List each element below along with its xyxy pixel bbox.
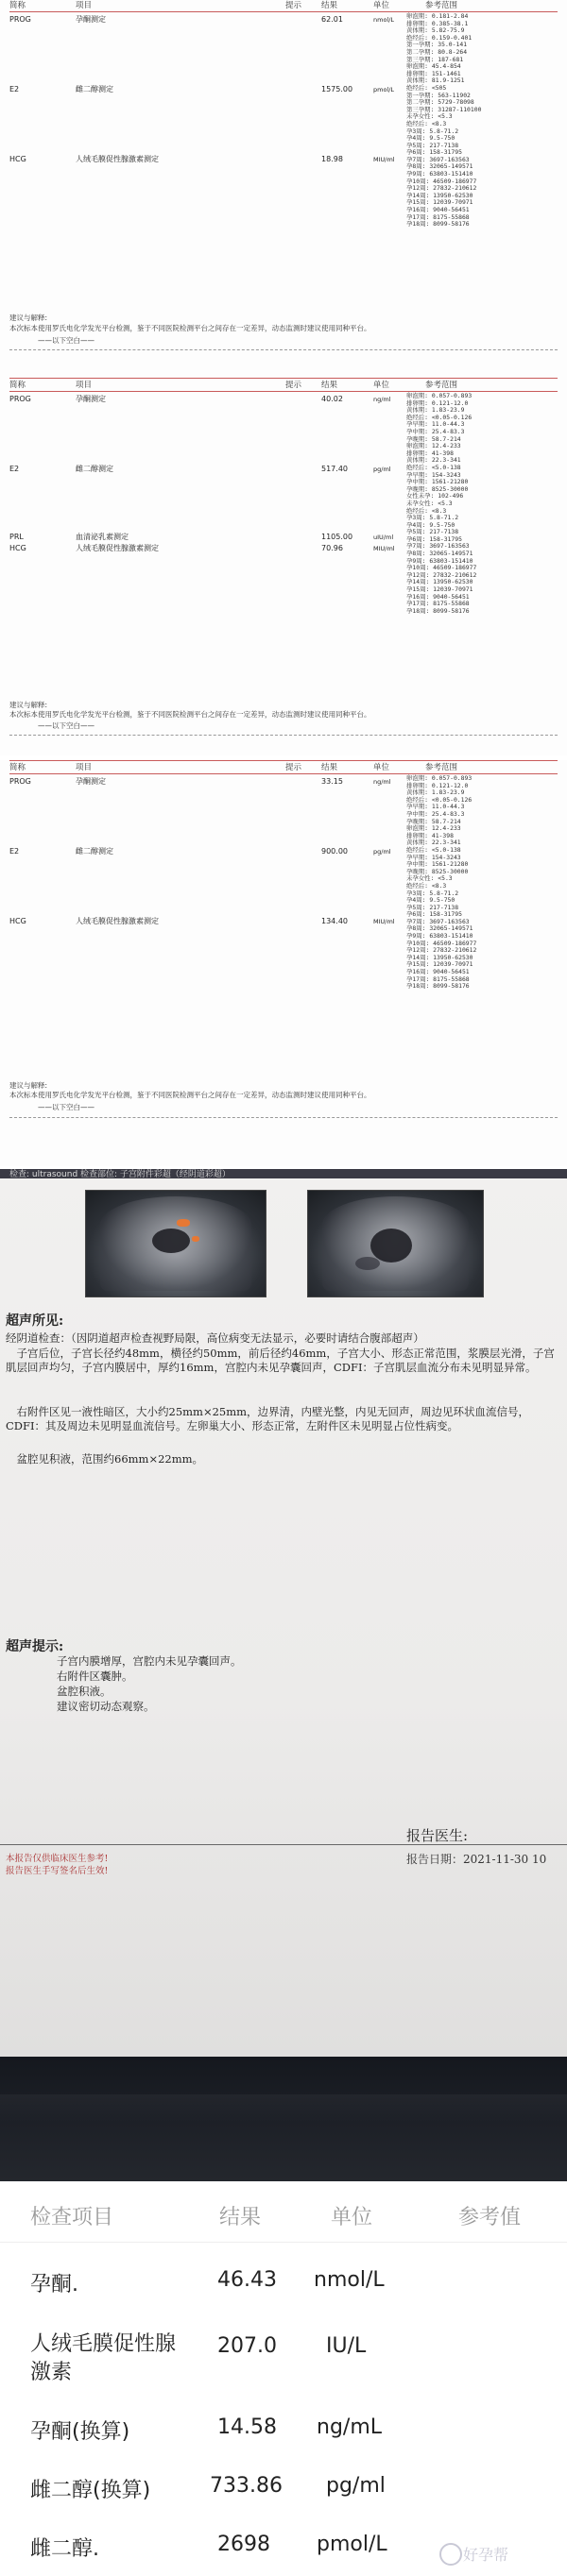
item: 雌二醇(换算) (30, 2479, 151, 2502)
blank-marker: ——以下空白—— (38, 1103, 94, 1111)
unit: pg/ml (373, 848, 391, 856)
watermark: 好孕帮 (463, 2546, 509, 2564)
col-ref: 参考范围 (425, 1, 458, 10)
header-item: 检查项目 (30, 2206, 114, 2229)
col-ref: 参考范围 (425, 763, 458, 772)
header-unit: 单位 (331, 2206, 373, 2229)
unit: pg/ml (326, 2474, 386, 2498)
item: 血清泌乳素测定 (76, 533, 129, 541)
item: 人绒毛膜促性腺激素测定 (76, 917, 159, 925)
findings-title: 超声所见: (6, 1313, 64, 1329)
item: 雌二醇测定 (76, 847, 113, 856)
abbr: PROG (9, 777, 31, 786)
col-unit: 单位 (373, 763, 390, 772)
fabric-fold (0, 2094, 567, 2123)
abbr: HCG (9, 917, 26, 925)
footer-note-2: 报告医生手写签名后生效! (6, 1866, 109, 1876)
item: 人绒毛膜促性腺激素测定 (76, 155, 159, 163)
col-unit: 单位 (373, 1, 390, 10)
result: 134.40 (321, 917, 348, 925)
item: 孕酮测定 (76, 777, 106, 786)
result: 14.58 (217, 2415, 277, 2439)
divider (9, 760, 558, 761)
item: 孕酮(换算) (30, 2420, 130, 2444)
col-abbr: 简称 (9, 763, 26, 772)
reference-ranges: 卵泡期: 0.057-0.893 排卵期: 0.121-12.0 黄体期: 1.83-23.9 绝经后: <0.05-0.126 孕早期: 11.0-44.3 孕中期: 25.4-83.3 孕晚期: 58.7-214 卵泡期: 12.4-233 排卵期: 41-398 黄体期: 22.3-341 绝经后: <5.0-138 孕早期: 154-3243 孕中期: 1561-21280 孕晚期: 8525-30000 女性未孕: 102-496 未孕女性: <5.3 绝经后: <8.3 孕3周: 5.8-71.2 孕4周: 9.5-750 孕5周: 217-7138 孕6周: 158-31795 孕7周: 3697-163563 孕8周: 32065-149571 孕9周: 63803-151410 孕10周: 46509-186977 孕12周: 27832-210612 孕14周: 13950-62530 孕15周: 12039-70971 孕16周: 9040-56451 孕17周: 8175-55868 孕18周: 8099-58176 (406, 392, 477, 615)
col-result: 结果 (321, 1, 338, 10)
abbr: PRL (9, 533, 24, 541)
item: 雌二醇. (30, 2537, 99, 2561)
col-abbr: 简称 (9, 381, 26, 390)
ultrasound-image-1 (85, 1190, 266, 1297)
reference-ranges: 卵泡期: 0.057-0.893 排卵期: 0.121-12.0 黄体期: 1.83-23.9 绝经后: <0.05-0.126 孕早期: 11.0-44.3 孕中期: 25.4-83.3 孕晚期: 58.7-214 卵泡期: 12.4-233 排卵期: 41-398 黄体期: 22.3-341 绝经后: <5.0-138 孕早期: 154-3243 孕中期: 1561-21280 孕晚期: 8525-30000 未孕女性: <5.3 绝经后: <8.3 孕3周: 5.8-71.2 孕4周: 9.5-750 孕5周: 217-7138 孕6周: 158-31795 孕7周: 3697-163563 孕8周: 32065-149571 孕9周: 63803-151410 孕10周: 46509-186977 孕12周: 27832-210612 孕14周: 13950-62530 孕15周: 12039-70971 孕16周: 9040-56451 孕17周: 8175-55868 孕18周: 8099-58176 (406, 774, 477, 991)
note-text: 本次标本使用罗氏电化学发光平台检测，鉴于不同医院检测平台之间存在一定差异，动态监测时建议使用同种平台。 (9, 324, 371, 332)
impression-line: 子宫内膜增厚，宫腔内未见孕囊回声。 (57, 1654, 242, 1668)
col-abbr: 简称 (9, 1, 26, 10)
abbr: E2 (9, 465, 20, 473)
abbr: E2 (9, 847, 20, 856)
findings-line: 子宫后位，子宫长径约48mm，横径约50mm，前后径约46mm，子宫大小、形态正常范围，浆膜层光滑，子宫肌层回声均匀，子宫内膜居中，厚约16mm，宫腔内未见孕囊回声，CDFI：子宫肌层血流分布未见明显异常。 (6, 1347, 555, 1374)
ultrasound-image-2 (307, 1190, 484, 1297)
unit: nmol/L (373, 16, 395, 24)
cyst-echo (370, 1229, 412, 1263)
header-result: 结果 (219, 2206, 262, 2229)
divider (9, 349, 558, 350)
header-ref: 参考值 (458, 2206, 522, 2229)
echo-region (152, 1229, 190, 1253)
footer-note-1: 本报告仅供临床医生参考! (6, 1854, 109, 1864)
unit: nmol/L (314, 2268, 385, 2292)
findings-line: 右附件区见一液性暗区，大小约25mm×25mm，边界清，内壁光整，内见无回声，周边见环状血流信号，CDFI：其及周边未见明显血流信号。左卵巢大小、形态正常，左附件区未见明显占位性病变。 (6, 1405, 530, 1432)
blank-marker: ——以下空白—— (38, 721, 94, 730)
abbr: HCG (9, 544, 26, 552)
note-text: 本次标本使用罗氏电化学发光平台检测，鉴于不同医院检测平台之间存在一定差异，动态监测时建议使用同种平台。 (9, 710, 371, 719)
unit: pmol/L (373, 86, 395, 93)
result: 1575.00 (321, 85, 353, 93)
abbr: PROG (9, 395, 31, 403)
abbr: E2 (9, 85, 20, 93)
exam-header-text: 检查: ultrasound 检查部位: 子宫附件彩超（经阴道彩超） (9, 1170, 231, 1179)
divider (0, 1844, 567, 1845)
result: 18.98 (321, 155, 343, 163)
col-hint: 提示 (285, 381, 302, 390)
col-hint: 提示 (285, 763, 302, 772)
impression-line: 右附件区囊肿。 (57, 1669, 133, 1683)
unit: MIU/ml (373, 918, 395, 925)
item: 人绒毛膜促性腺激素测定 (76, 544, 159, 552)
note-title: 建议与解释: (9, 701, 48, 709)
doctor-label: 报告医生: (406, 1827, 469, 1844)
divider (9, 735, 558, 736)
lab-report-1 (0, 0, 567, 387)
report-header (9, 762, 558, 774)
reference-ranges: 卵泡期: 0.181-2.84 排卵期: 0.385-38.1 黄体期: 5.82-75.9 绝经后: 0.159-0.401 第一孕期: 35.0-141 第二孕期: 80.8-264 第三孕期: 187-681 卵泡期: 45.4-854 排卵期: 151-1461 黄体期: 81.9-1251 绝经后: <505 第一孕期: 563-11902 第二孕期: 5729-78098 第三孕期: 31287-110100 未孕女性: <5.3 绝经后: <8.3 孕3周: 5.8-71.2 孕4周: 9.5-750 孕5周: 217-7138 孕6周: 158-31795 孕7周: 3697-163563 孕8周: 32065-149571 孕9周: 63803-151410 孕10周: 46509-186977 孕12周: 27832-210612 孕14周: 13950-62530 孕15周: 12039-70971 孕16周: 9040-56451 孕17周: 8175-55868 孕18周: 8099-58176 (406, 12, 482, 229)
unit: MIU/ml (373, 545, 395, 552)
dark-photo-band (0, 2057, 567, 2181)
col-result: 结果 (321, 763, 338, 772)
abbr: HCG (9, 155, 26, 163)
unit: ng/mL (317, 2415, 383, 2439)
item: 孕酮测定 (76, 395, 106, 403)
divider (9, 378, 558, 379)
ultrasound-report (0, 1169, 567, 2057)
doppler-signal (192, 1236, 199, 1242)
result: 70.96 (321, 544, 343, 552)
doppler-signal (177, 1219, 190, 1227)
note-title: 建议与解释: (9, 1081, 48, 1090)
col-item: 项目 (76, 1, 93, 10)
findings-line: 盆腔见积液，范围约66mm×22mm。 (6, 1452, 204, 1466)
item: 人绒毛膜促性腺激素 (30, 2332, 177, 2384)
col-item: 项目 (76, 763, 93, 772)
col-hint: 提示 (285, 1, 302, 10)
unit: pmol/L (317, 2533, 387, 2556)
result: 33.15 (321, 777, 343, 786)
divider (9, 1117, 558, 1118)
unit: pg/ml (373, 466, 391, 473)
impression-line: 建议密切动态观察。 (57, 1700, 155, 1713)
result: 46.43 (217, 2268, 277, 2292)
app-result-table (0, 2181, 567, 2576)
unit: ng/ml (373, 778, 391, 786)
watermark-logo-icon (439, 2543, 462, 2566)
unit: IU/L (326, 2334, 367, 2358)
unit: ng/ml (373, 396, 391, 403)
echo-region (355, 1257, 380, 1270)
result: 40.02 (321, 395, 343, 403)
blank-marker: ——以下空白—— (38, 336, 94, 345)
impression-line: 盆腔积液。 (57, 1685, 112, 1698)
item: 雌二醇测定 (76, 465, 113, 473)
unit: MIU/ml (373, 156, 395, 163)
impression-title: 超声提示: (6, 1639, 64, 1654)
col-ref: 参考范围 (425, 381, 458, 390)
unit: uIU/ml (373, 534, 394, 541)
table-header (0, 2183, 567, 2243)
findings-line: 经阴道检查：（因阴道超声检查视野局限，高位病变无法显示，必要时请结合腹部超声） (6, 1331, 424, 1345)
item: 孕酮. (30, 2273, 78, 2296)
note-text: 本次标本使用罗氏电化学发光平台检测，鉴于不同医院检测平台之间存在一定差异，动态监测时建议使用同种平台。 (9, 1091, 371, 1099)
note-title: 建议与解释: (9, 314, 48, 322)
report-date: 报告日期：2021-11-30 10 (406, 1853, 547, 1866)
result: 733.86 (210, 2474, 283, 2498)
col-item: 项目 (76, 381, 93, 390)
lab-report-3 (0, 760, 567, 1166)
result: 900.00 (321, 847, 348, 856)
report-header (9, 0, 558, 12)
result: 62.01 (321, 15, 343, 24)
item: 孕酮测定 (76, 15, 106, 24)
result: 207.0 (217, 2334, 277, 2358)
result: 2698 (217, 2533, 270, 2556)
item: 雌二醇测定 (76, 85, 113, 93)
report-header (9, 380, 558, 392)
abbr: PROG (9, 15, 31, 24)
result: 1105.00 (321, 533, 353, 541)
col-result: 结果 (321, 381, 338, 390)
result: 517.40 (321, 465, 348, 473)
lab-report-2 (0, 378, 567, 755)
col-unit: 单位 (373, 381, 390, 390)
